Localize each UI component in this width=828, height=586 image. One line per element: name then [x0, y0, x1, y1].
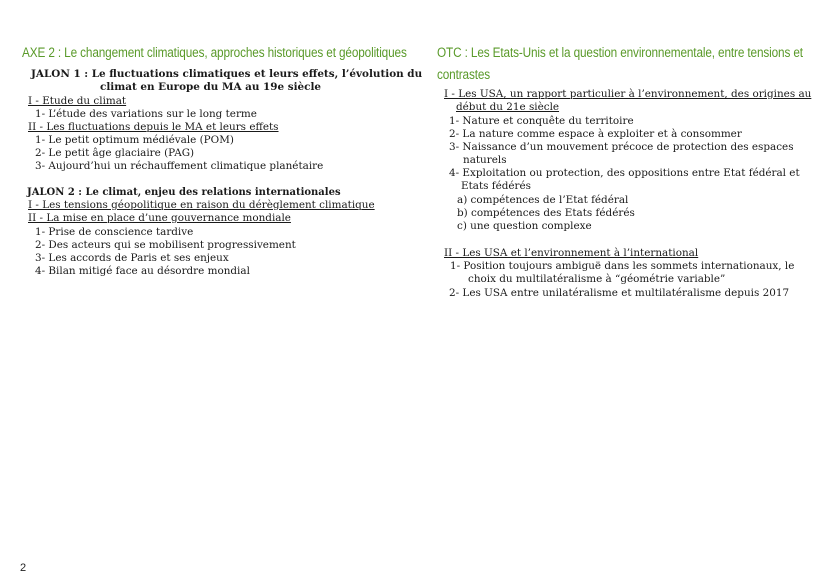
jalon1-part2: II - Les fluctuations depuis le MA et leurs effets — [28, 121, 279, 133]
otc-part1-item: 3- Naissance d’un mouvement précoce de protection des espaces — [449, 141, 794, 153]
otc-part2-item: 2- Les USA entre unilatéralisme et multilatéralisme depuis 2017 — [449, 287, 790, 299]
jalon1-part2-item: 2- Le petit âge glaciaire (PAG) — [35, 147, 195, 159]
jalon1-part2-item: 3- Aujourd’hui un réchauffement climatique planétaire — [35, 160, 324, 172]
axe2-heading: AXE 2 : Le changement climatiques, approches historiques et géopolitiques — [22, 45, 407, 60]
otc-heading-line2: contrastes — [437, 67, 491, 82]
jalon2-part2: II - La mise en place d’une gouvernance mondiale — [28, 212, 291, 224]
page-number: 2 — [20, 562, 27, 574]
otc-part1-subitem: a) compétences de l’Etat fédéral — [457, 194, 629, 206]
otc-part1-item-cont: naturels — [463, 154, 507, 166]
otc-part1-subitem: b) compétences des Etats fédérés — [457, 207, 635, 219]
otc-heading-line1: OTC : Les Etats-Unis et la question environnementale, entre tensions et — [437, 45, 803, 60]
otc-part1-subitem: c) une question complexe — [457, 220, 592, 232]
jalon2-part2-item: 2- Des acteurs qui se mobilisent progressivement — [35, 239, 296, 251]
jalon2-part2-item: 3- Les accords de Paris et ses enjeux — [35, 252, 229, 264]
jalon2-title: JALON 2 : Le climat, enjeu des relations internationales — [27, 187, 341, 198]
jalon2-part2-item: 1- Prise de conscience tardive — [35, 226, 194, 238]
jalon2-part1: I - Les tensions géopolitique en raison du dérèglement climatique — [28, 199, 375, 211]
otc-part1-item-cont: Etats fédérés — [461, 180, 532, 192]
otc-part2-item: 1- Position toujours ambiguë dans les sommets internationaux, le — [450, 260, 795, 272]
otc-part1-item: 4- Exploitation ou protection, des oppositions entre Etat fédéral et — [449, 167, 800, 179]
otc-part1-item: 2- La nature comme espace à exploiter et à consommer — [449, 128, 742, 140]
otc-part1-item: 1- Nature et conquête du territoire — [449, 115, 634, 127]
jalon1-title-line1: JALON 1 : Le fluctuations climatiques et leurs effets, l’évolution du — [31, 68, 423, 80]
jalon1-part1-item: 1- L’étude des variations sur le long terme — [35, 108, 257, 120]
jalon1-part2-item: 1- Le petit optimum médiévale (POM) — [35, 134, 234, 146]
otc-part1-line1: I - Les USA, un rapport particulier à l’environnement, des origines au — [444, 88, 812, 100]
otc-part2: II - Les USA et l’environnement à l’international — [444, 247, 699, 259]
otc-part2-item-cont: choix du multilatéralisme à “géométrie variable” — [468, 273, 726, 285]
jalon1-part1: I - Etude du climat — [28, 95, 127, 107]
jalon2-part2-item: 4- Bilan mitigé face au désordre mondial — [35, 265, 250, 277]
jalon1-title-line2: climat en Europe du MA au 19e siècle — [100, 81, 322, 93]
otc-part1-line2: début du 21e siècle — [456, 101, 560, 113]
